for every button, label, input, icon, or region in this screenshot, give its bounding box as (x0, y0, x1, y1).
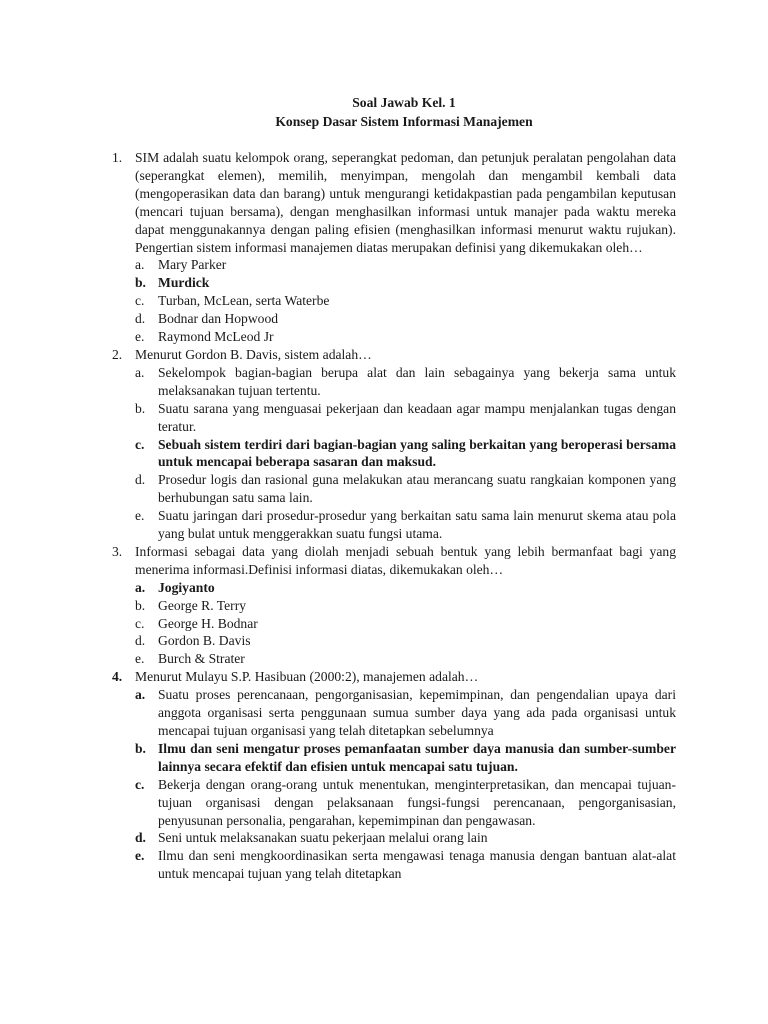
answer-option (135, 632, 676, 650)
answer-option (135, 310, 676, 328)
option-letter: a. (135, 364, 145, 380)
option-text: George R. Terry (158, 597, 247, 613)
option-text: Ilmu dan seni mengatur proses pemanfaatan sumber daya manusia dan sumber-sumber lainnya secara efektif dan efisien untuk mencapai satu tujuan. (158, 740, 676, 774)
option-list (135, 364, 676, 543)
answer-option (135, 328, 676, 346)
question-text: Informasi sebagai data yang diolah menjadi sebuah bentuk yang lebih bermanfaat bagi yang menerima informasi.Definisi informasi diatas, dikemukakan oleh… (135, 543, 676, 577)
option-letter: d. (135, 633, 146, 649)
option-letter: c. (135, 436, 145, 452)
option-letter: c. (135, 776, 145, 792)
answer-option (135, 776, 676, 830)
question-item (112, 668, 676, 883)
option-letter: a. (135, 257, 145, 273)
answer-option (135, 256, 676, 274)
question-number: 4. (112, 669, 123, 685)
option-text: Mary Parker (158, 257, 227, 273)
option-text: Seni untuk melaksanakan suatu pekerjaan melalui orang lain (158, 830, 488, 846)
option-letter: a. (135, 687, 146, 703)
answer-option (135, 829, 676, 847)
option-text: Sebuah sistem terdiri dari bagian-bagian yang saling berkaitan yang beroperasi bersama untuk mencapai beberapa sasaran dan maksud. (158, 436, 676, 470)
question-number: 2. (112, 346, 123, 362)
question-item (112, 346, 676, 543)
option-letter: e. (135, 508, 145, 524)
answer-option (135, 471, 676, 507)
answer-option (135, 847, 676, 883)
answer-option (135, 686, 676, 740)
option-text: Suatu jaringan dari prosedur-prosedur yang berkaitan satu sama lain menurut skema atau pola yang bulat untuk menggerakkan suatu fungsi utama. (158, 508, 676, 542)
option-text: Bekerja dengan orang-orang untuk menentukan, menginterpretasikan, dan mencapai tujuan-tujuan organisasi dengan pelaksanaan fungsi-fungsi perencanaan, pengorganisasian, penyusunan personalia, pengarahan, kepemimpinan dan pengawasan. (158, 776, 676, 828)
option-letter: d. (135, 472, 146, 488)
question-item (112, 149, 676, 346)
option-letter: b. (135, 597, 146, 613)
answer-option-correct (135, 740, 676, 776)
option-letter: b. (135, 400, 146, 416)
option-letter: e. (135, 848, 145, 864)
answer-option (135, 615, 676, 633)
option-letter: a. (135, 579, 146, 595)
answer-option (135, 292, 676, 310)
option-text: Suatu proses perencanaan, pengorganisasian, kepemimpinan, dan pengendalian upaya dari anggota organisasi serta penggunaan sumua sumber daya yang ada pada organisasi untuk mencapai tujuan organisasi yang telah ditetapkan sebelumnya (158, 687, 676, 738)
question-number: 3. (112, 543, 123, 559)
document-title: Soal Jawab Kel. 1 (352, 95, 456, 110)
option-text: Murdick (158, 275, 210, 291)
option-letter: e. (135, 329, 145, 345)
option-text: Turban, McLean, serta Waterbe (158, 293, 330, 309)
option-text: Sekelompok bagian-bagian berupa alat dan lain sebagainya yang bekerja sama untuk melaksanakan tujuan tertentu. (158, 364, 676, 398)
answer-option-correct (135, 274, 676, 292)
option-text: George H. Bodnar (158, 615, 258, 631)
question-item (112, 543, 676, 668)
option-letter: e. (135, 651, 145, 667)
option-letter: d. (135, 311, 146, 327)
question-text: Menurut Gordon B. Davis, sistem adalah… (135, 346, 372, 362)
answer-option-correct (135, 436, 676, 472)
option-text: Suatu sarana yang menguasai pekerjaan dan keadaan agar mampu menjalankan tugas dengan teratur. (158, 400, 676, 434)
question-number: 1. (112, 150, 123, 165)
document-header (132, 93, 676, 131)
option-letter: b. (135, 275, 146, 291)
option-letter: b. (135, 740, 146, 756)
option-text: Bodnar dan Hopwood (158, 311, 279, 327)
answer-option (135, 650, 676, 668)
answer-option (135, 507, 676, 543)
option-letter: c. (135, 293, 145, 309)
option-list (135, 256, 676, 346)
question-list (112, 149, 676, 883)
option-list (135, 686, 676, 883)
answer-option (135, 364, 676, 400)
option-text: Jogiyanto (158, 579, 215, 595)
option-letter: d. (135, 830, 146, 846)
option-text: Ilmu dan seni mengkoordinasikan serta mengawasi tenaga manusia dengan bantuan alat-alat untuk mencapai tujuan yang telah ditetapkan (158, 848, 676, 882)
option-text: Gordon B. Davis (158, 633, 251, 649)
document-subtitle: Konsep Dasar Sistem Informasi Manajemen (275, 114, 533, 129)
question-text: Menurut Mulayu S.P. Hasibuan (2000:2), manajemen adalah… (135, 669, 479, 685)
option-list (135, 579, 676, 669)
question-text: SIM adalah suatu kelompok orang, seperangkat pedoman, dan petunjuk peralatan pengolahan data (seperangkat elemen), memilih, menyimpan, mengolah dan mengambil kembali data (mengoperasikan data dan barang) untuk mengurangi ketidakpastian pada pengambilan keputusan (mencari tujuan bersama), dengan menghasilkan informasi untuk manajer pada waktu mereka dapat menggunakannya dengan paling efisien (menghasilkan informasi menurut waktu rujukan). Pengertian sistem informasi manajemen diatas merupakan definisi yang dikemukakan oleh… (135, 150, 676, 255)
option-text: Raymond McLeod Jr (158, 329, 274, 345)
option-letter: c. (135, 615, 145, 631)
option-text: Prosedur logis dan rasional guna melakukan atau merancang suatu rangkaian komponen yang berhubungan satu sama lain. (158, 472, 676, 506)
answer-option (135, 400, 676, 436)
answer-option-correct (135, 579, 676, 597)
option-text: Burch & Strater (158, 651, 245, 667)
answer-option (135, 597, 676, 615)
